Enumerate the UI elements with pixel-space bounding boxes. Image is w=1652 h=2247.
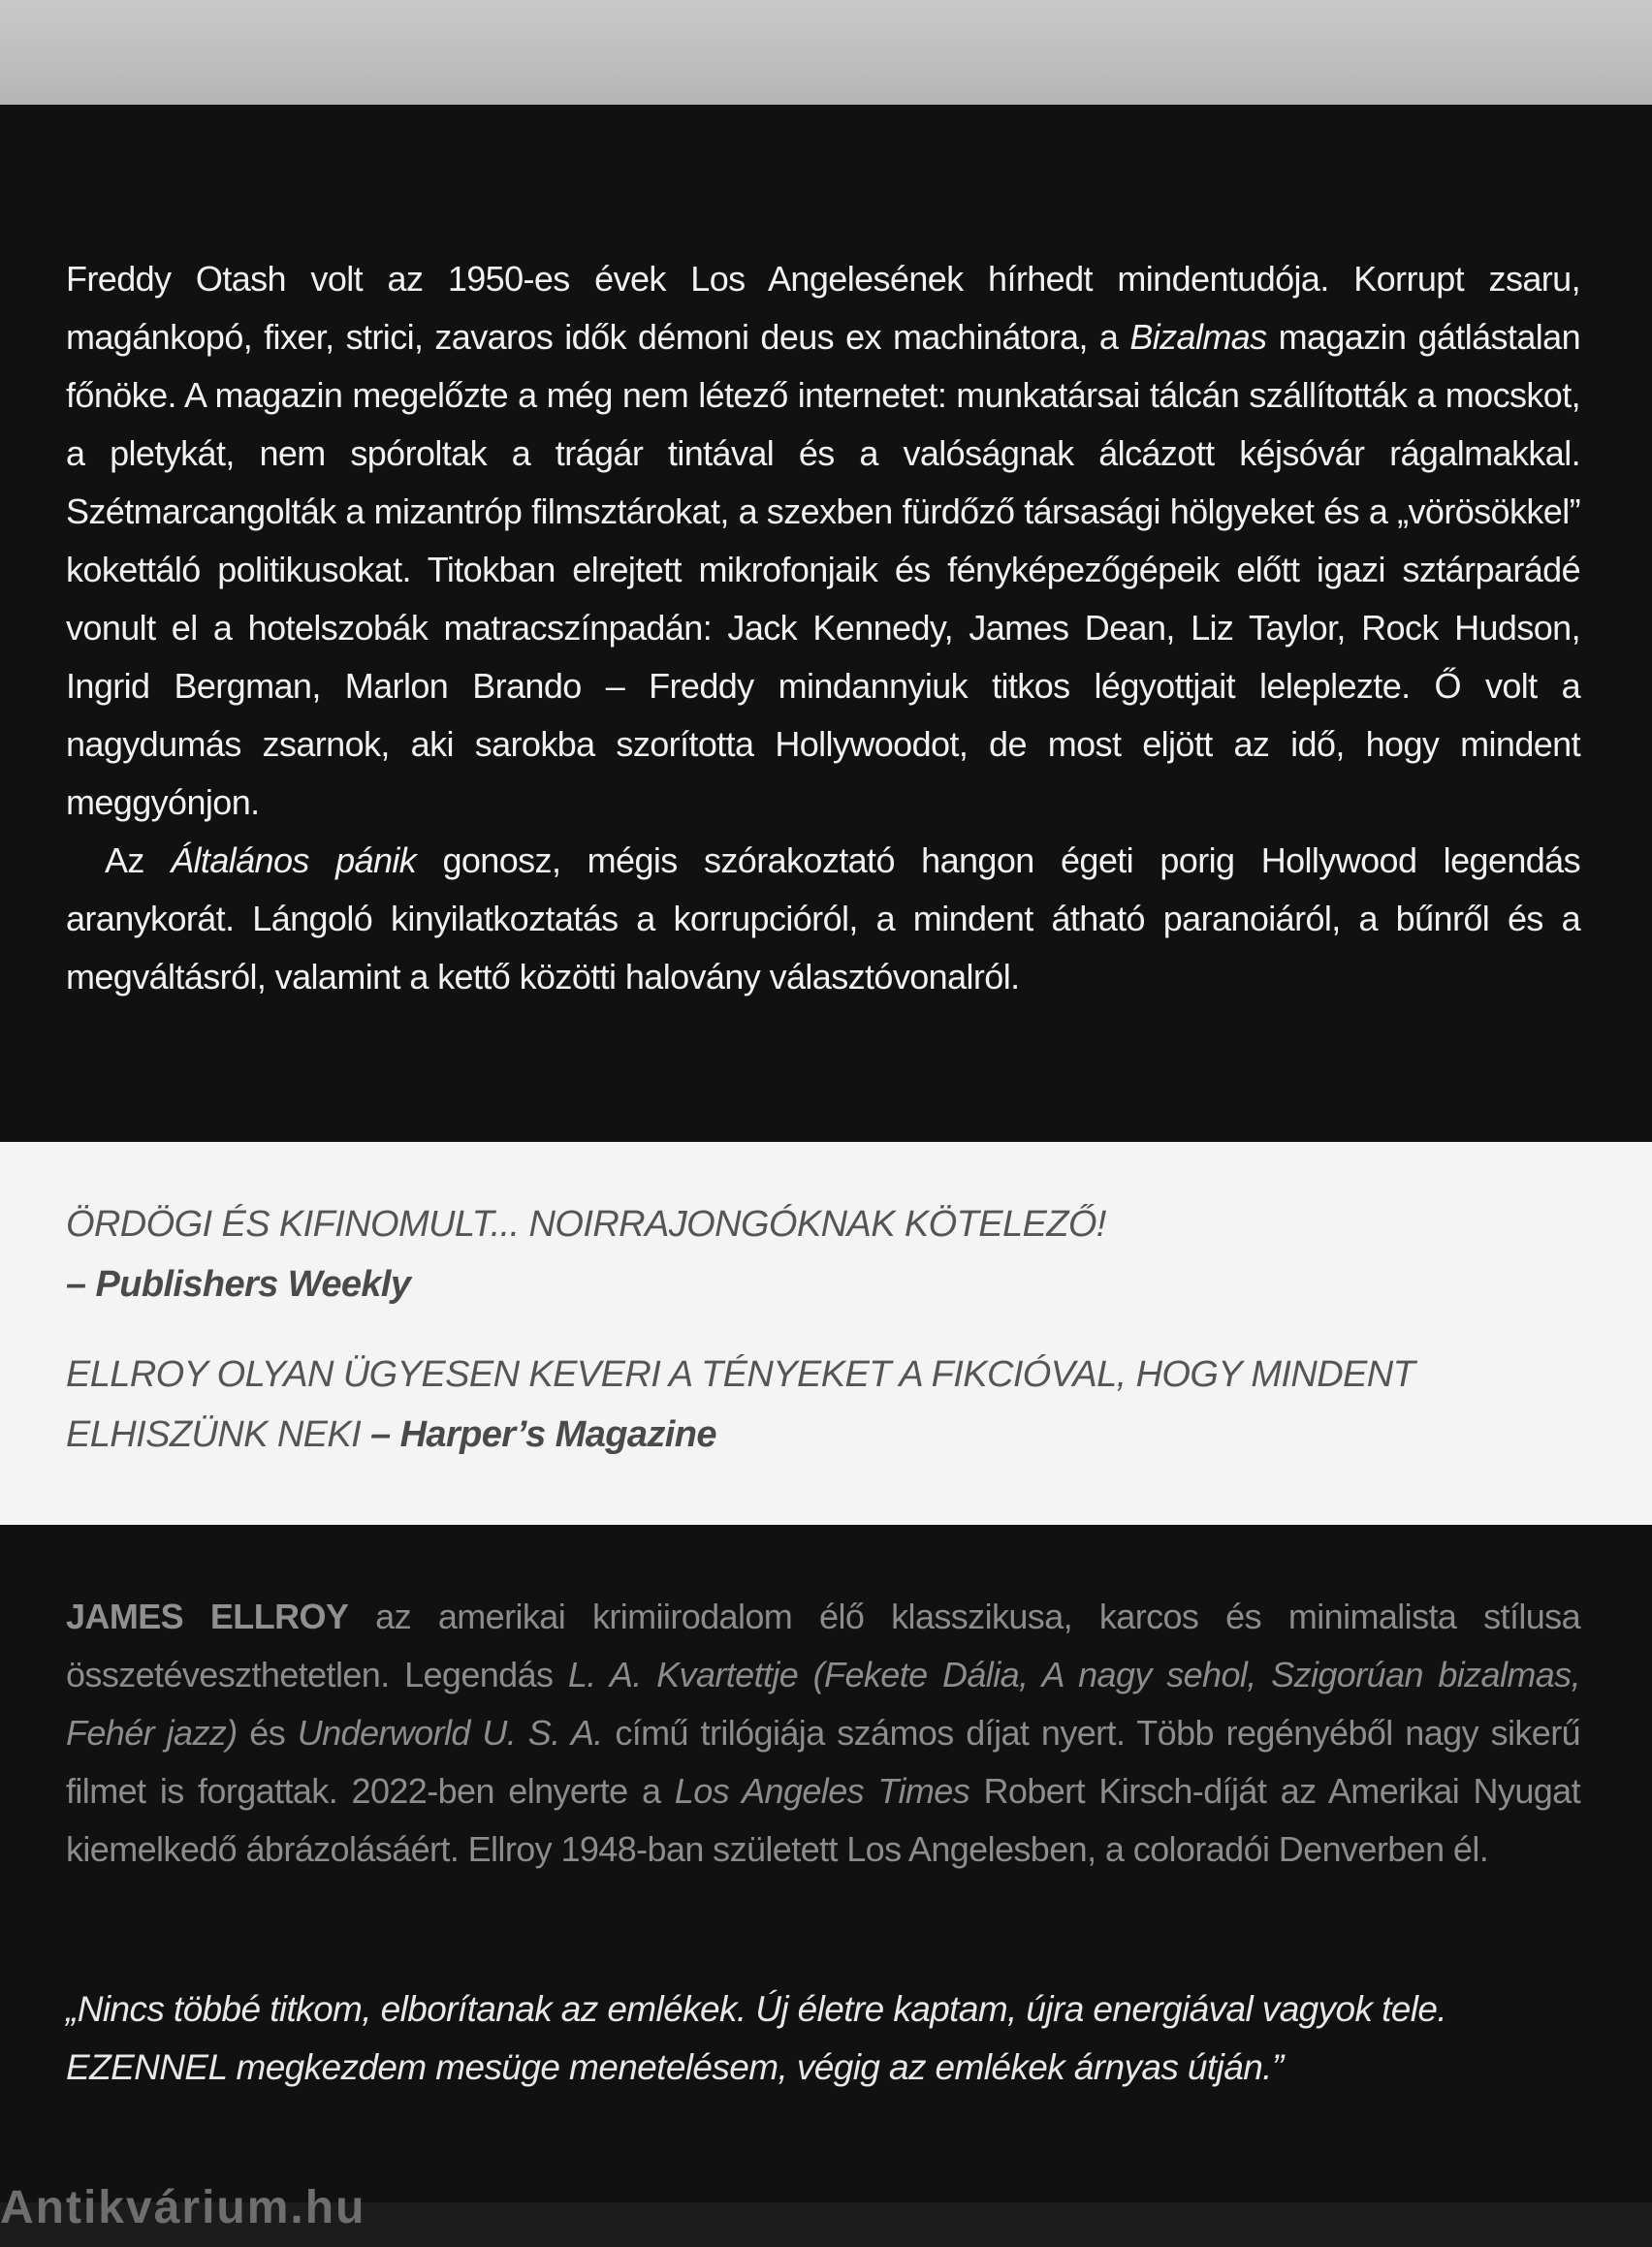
magazine-title: Bizalmas bbox=[1129, 317, 1267, 357]
bio-text: című trilógiája számos díjat nyert. Több regényéből nagy sikerű filmet is forgattak. 2022-ben elnyerte a bbox=[66, 1713, 1581, 1811]
blurb-text: gonosz, mégis szórakoztató hangon égeti porig Hollywood legendás aranykorát. Lángoló kinyilatkoztatás a korrupcióról, a mindent átható paranoiáról, a bűnről és a megváltásról, valamint a kettő közötti halovány választóvonalról. bbox=[66, 840, 1580, 997]
quote-source: – Harper’s Magazine bbox=[370, 1414, 716, 1455]
book-title: Általános pánik bbox=[171, 840, 417, 880]
press-quote bbox=[66, 1345, 1578, 1465]
background-surface bbox=[0, 0, 1652, 109]
press-quote bbox=[66, 1194, 1578, 1314]
author-name: JAMES ELLROY bbox=[66, 1597, 349, 1636]
author-bio bbox=[66, 1588, 1580, 1879]
blurb-paragraph-1 bbox=[66, 250, 1580, 832]
blurb-paragraph-2 bbox=[66, 832, 1580, 1006]
bio-title: Los Angeles Times bbox=[674, 1771, 970, 1811]
bio-title: L. A. Kvartettje (Fekete Dália, A nagy sehol, Szigorúan bizalmas, Fehér jazz) bbox=[66, 1655, 1580, 1753]
quote-text: ELLROY OLYAN ÜGYESEN KEVERI A TÉNYEKET A FIKCIÓVAL, HOGY MINDENT ELHISZÜNK NEKI bbox=[66, 1354, 1415, 1455]
book-blurb bbox=[66, 250, 1580, 1006]
bio-text: az amerikai krimiirodalom élő klasszikusa, karcos és minimalista stílusa összetéveszthetetlen. Legendás bbox=[66, 1597, 1581, 1694]
quote-text: ÖRDÖGI ÉS KIFINOMULT... NOIRRAJONGÓKNAK KÖTELEZŐ! bbox=[66, 1204, 1106, 1245]
bio-text: Robert Kirsch-díját az Amerikai Nyugat kiemelkedő ábrázolásáért. Ellroy 1948-ban született Los Angelesben, a coloradói Denverben él. bbox=[66, 1771, 1580, 1869]
blurb-text: Az bbox=[105, 840, 172, 880]
quote-source: – Publishers Weekly bbox=[66, 1264, 411, 1305]
blurb-text: magazin gátlástalan főnöke. A magazin megelőzte a még nem létező internetet: munkatársai tálcán szállították a mocskot, a pletykát, nem spóroltak a trágár tintával és a valóságnak álcázott kéjsóvár rágalmakkal. Szétmarcangolták a mizantróp filmsztárokat, a szexben fürdőző társasági hölgyeket és a „vörösökkel” kokettáló politikusokat. Titokban elrejtett mikrofonjaik és fényképezőgépeik előtt igazi sztárparádé vonult el a hotelszobák matracszínpadán: Jack Kennedy, James Dean, Liz Taylor, Rock Hudson, Ingrid Bergman, Marlon Brando – Freddy mindannyiuk titkos légyottjait leleplezte. Ő volt a nagydumás zsarnok, aki sarokba szorította Hollywoodot, de most eljött az idő, hogy mindent meggyónjon. bbox=[66, 317, 1580, 822]
epigraph-quote: „Nincs többé titkom, elborítanak az emlékek. Új életre kaptam, újra energiával vagyok tele. EZENNEL megkezdem mesüge menetelésem, végig az emlékek árnyas útján.” bbox=[66, 1989, 1447, 2087]
bio-text: és bbox=[237, 1713, 298, 1753]
bio-title: Underworld U. S. A. bbox=[297, 1713, 603, 1753]
blurb-text: Freddy Otash volt az 1950-es évek Los Angelesének hírhedt mindentudója. Korrupt zsaru, magánkopó, fixer, strici, zavaros idők démoni deus ex machinátora, a bbox=[66, 259, 1580, 357]
watermark: Antikvárium.hu bbox=[0, 2182, 366, 2233]
